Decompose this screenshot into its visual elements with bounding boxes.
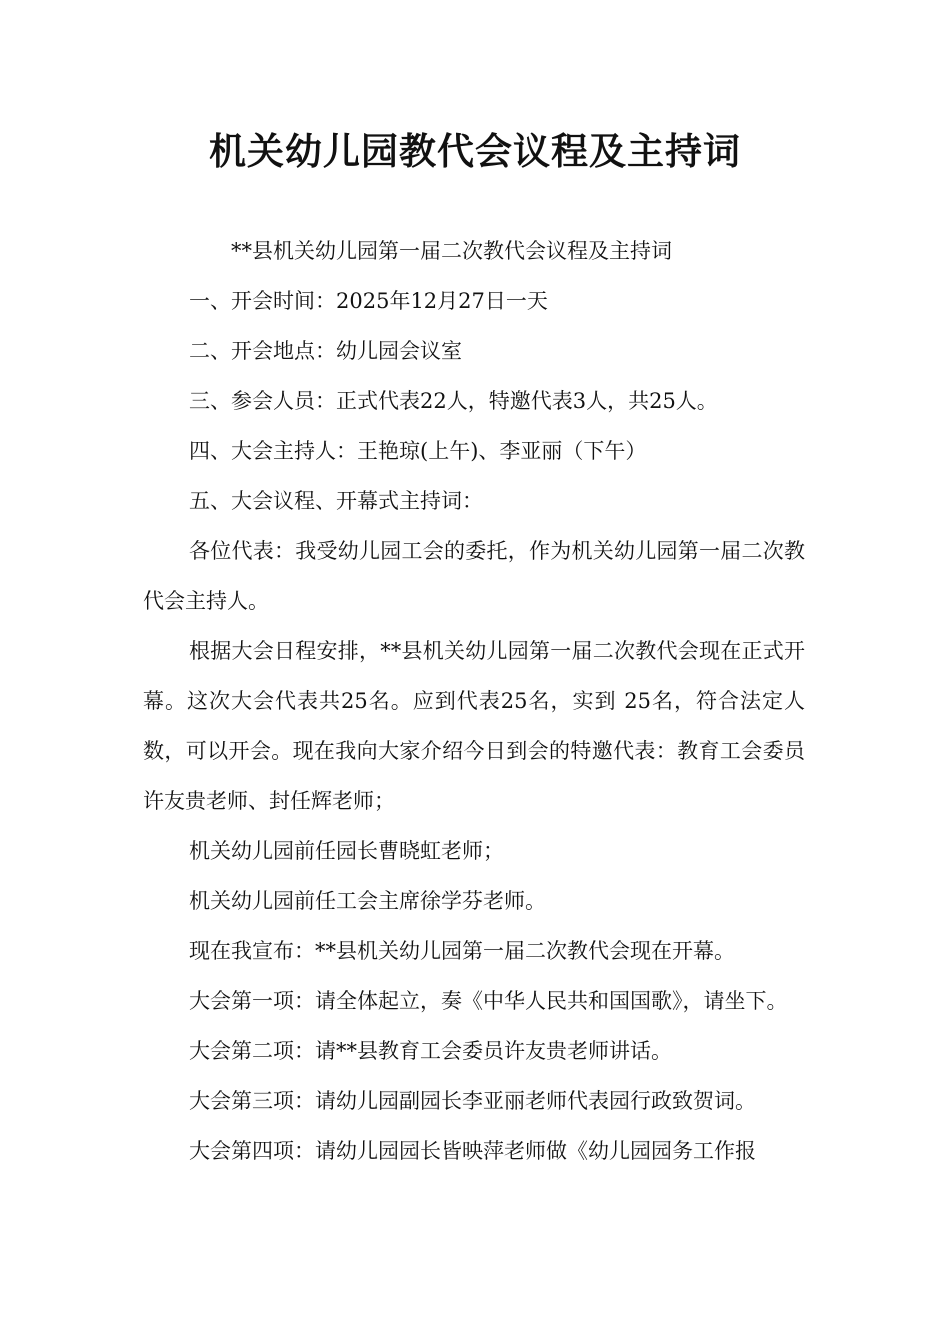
opening-declaration: 现在我宣布：**县机关幼儿园第一届二次教代会现在开幕。 (189, 939, 735, 963)
opening-announcement: 根据大会日程安排，**县机关幼儿园第一届二次教代会现在正式开幕。这次大会代表共25名。应到代表25名，实到 25名，符合法定人数，可以开会。现在我向大家介绍今日到会的特邀代表：教育工会委员许友贵老师、封任辉老师； (143, 639, 805, 813)
document-subtitle: **县机关幼儿园第一届二次教代会议程及主持词 (231, 239, 672, 263)
agenda-heading: 五、大会议程、开幕式主持词： (189, 489, 483, 513)
document-title: 机关幼儿园教代会议程及主持词 (209, 130, 741, 173)
guest-former-chair: 机关幼儿园前任工会主席徐学芬老师。 (189, 889, 546, 913)
agenda-item-3: 大会第三项：请幼儿园副园长李亚丽老师代表园行政致贺词。 (189, 1089, 756, 1113)
agenda-item-2: 大会第二项：请**县教育工会委员许友贵老师讲话。 (189, 1039, 672, 1063)
meeting-attendees: 三、参会人员：正式代表22人，特邀代表3人，共25人。 (189, 389, 718, 413)
meeting-location: 二、开会地点：幼儿园会议室 (189, 339, 462, 363)
meeting-hosts: 四、大会主持人：王艳琼(上午)、李亚丽（下午） (189, 439, 647, 463)
opening-greeting: 各位代表：我受幼儿园工会的委托，作为机关幼儿园第一届二次教代会主持人。 (143, 539, 805, 613)
agenda-item-1: 大会第一项：请全体起立，奏《中华人民共和国国歌》，请坐下。 (189, 989, 788, 1013)
document-body (143, 226, 805, 1176)
meeting-time: 一、开会时间：2025年12月27日一天 (189, 289, 548, 313)
guest-former-principal: 机关幼儿园前任园长曹晓虹老师； (189, 839, 504, 863)
agenda-item-4: 大会第四项：请幼儿园园长皆映萍老师做《幼儿园园务工作报 (189, 1139, 756, 1163)
